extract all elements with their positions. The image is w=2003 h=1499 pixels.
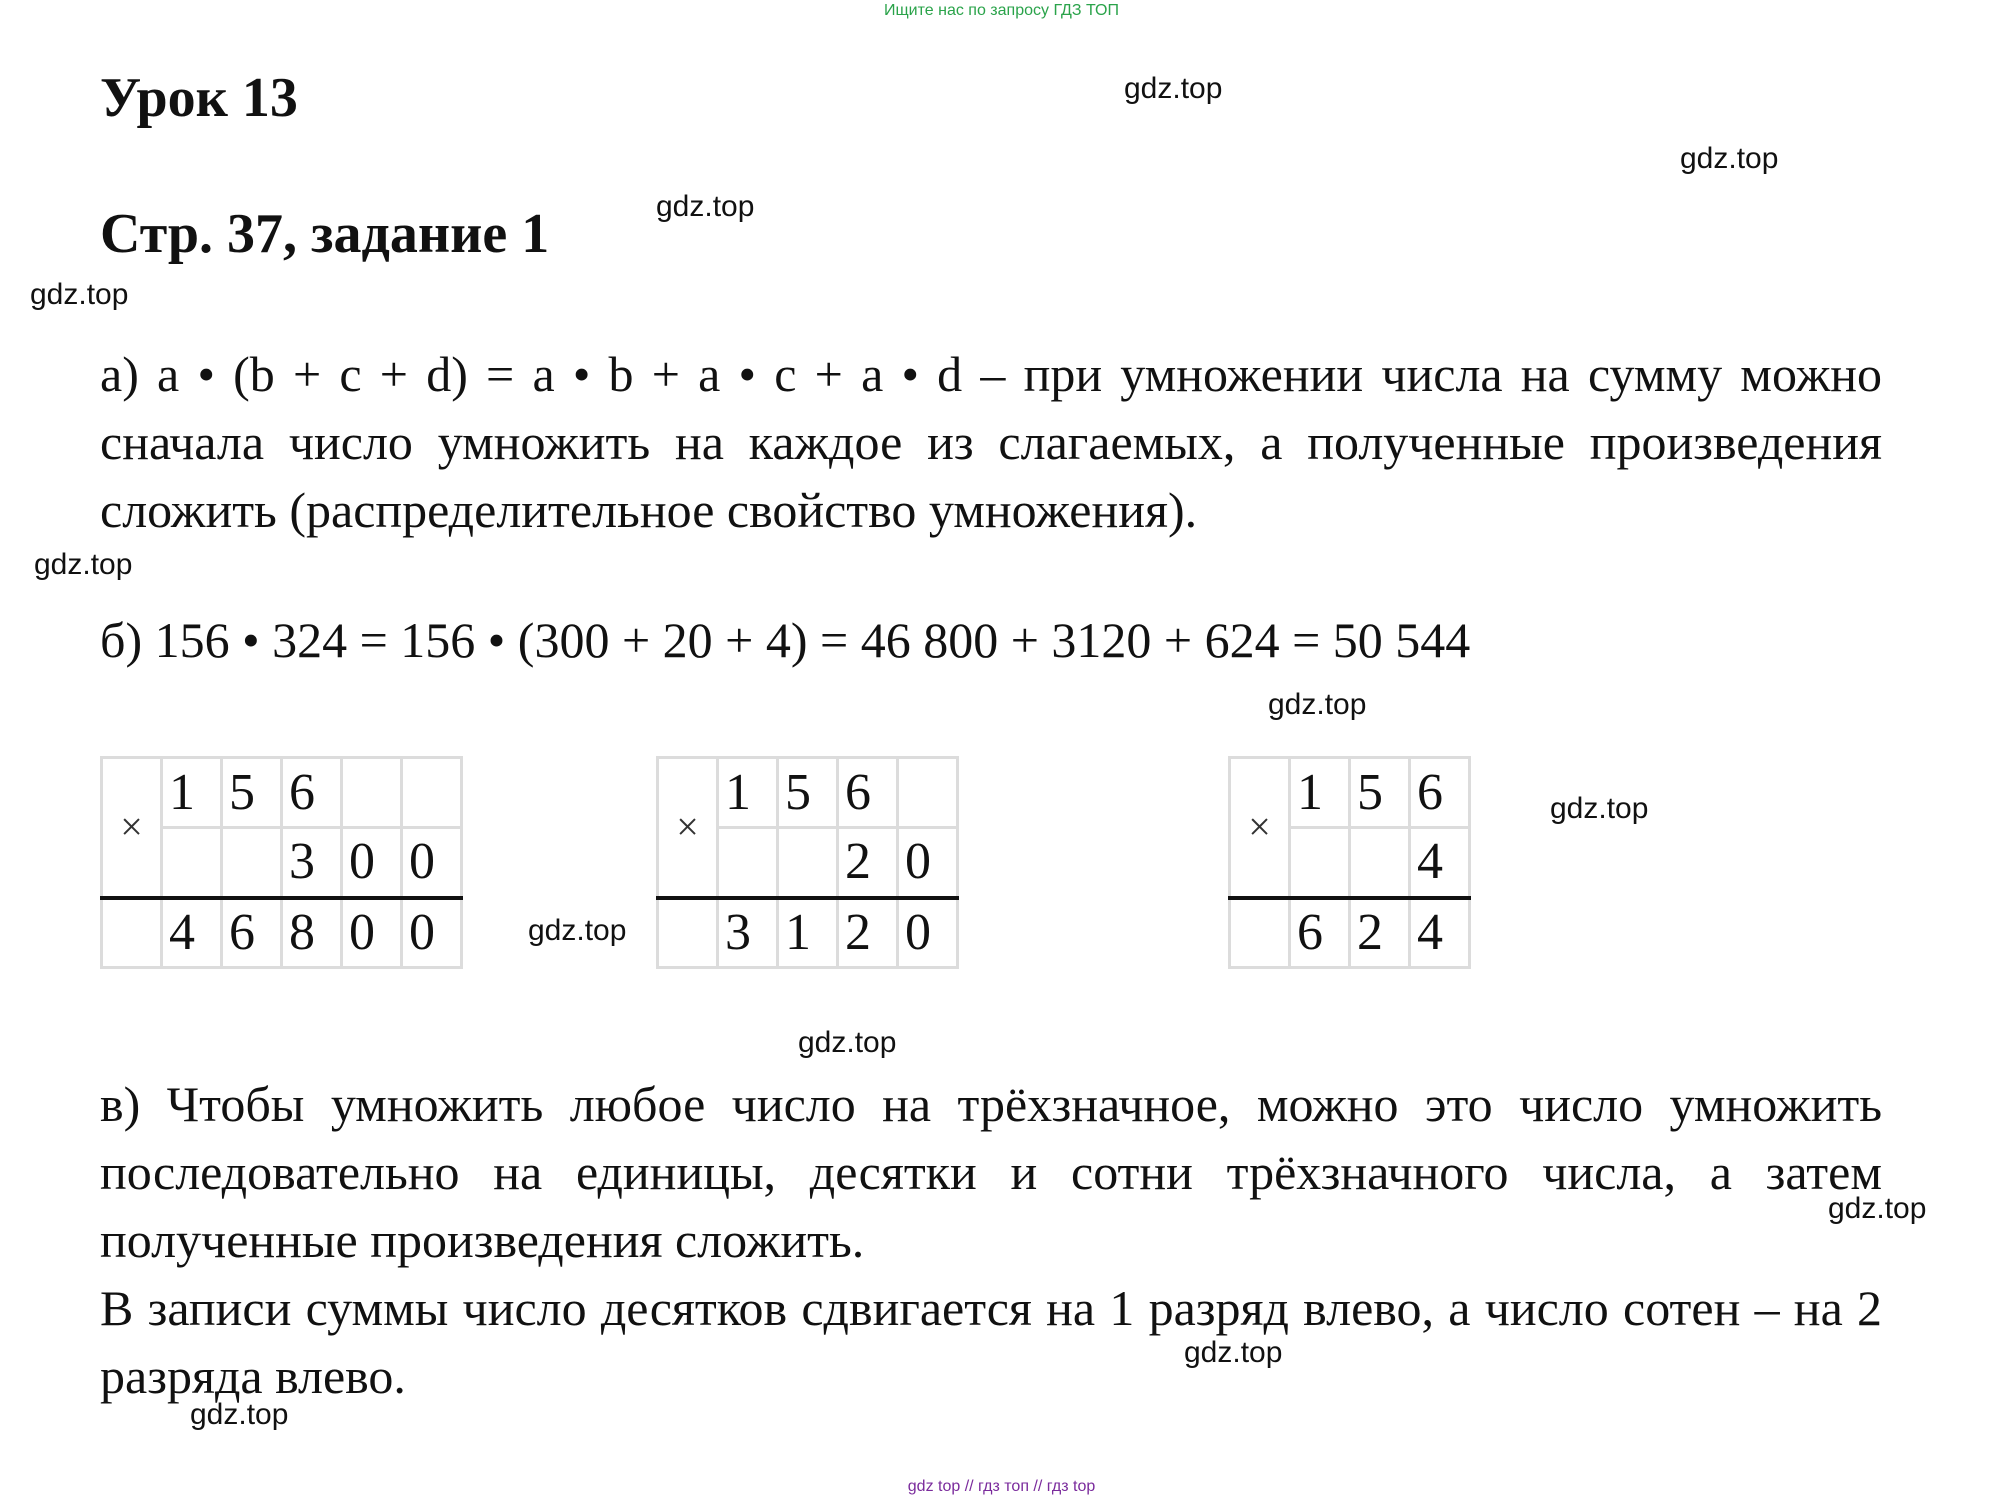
digit-cell: 6 [1410,758,1470,828]
digit-cell: 0 [898,828,958,898]
digit-cell: 8 [282,898,342,968]
digit-cell [778,828,838,898]
digit-cell: 4 [162,898,222,968]
digit-cell: 4 [1410,828,1470,898]
paragraph-d: В записи суммы число десятков сдвигается на 1 разряд влево, а число сотен – на 2 разряда влево. [100,1280,1882,1404]
watermark: gdz.top [1828,1192,1927,1225]
watermark: gdz.top [1680,142,1779,175]
digit-cell: 0 [402,828,462,898]
digit-cell: 2 [838,828,898,898]
digit-cell: 4 [1410,898,1470,968]
digit-cell: 6 [1290,898,1350,968]
multiply-sign: × [658,758,718,898]
digit-cell [1290,828,1350,898]
task-title: Стр. 37, задание 1 [100,203,550,265]
watermark: gdz.top [190,1398,289,1431]
digit-cell [222,828,282,898]
watermark: gdz.top [1124,72,1223,105]
digit-cell: 5 [222,758,282,828]
digit-cell [898,758,958,828]
multiplication-156-by-4 [1228,756,1471,969]
watermark: gdz.top [798,1026,897,1059]
watermark: gdz.top [1268,688,1367,721]
digit-cell [718,828,778,898]
paragraph-b: б) 156 • 324 = 156 • (300 + 20 + 4) = 46 800 + 3120 + 624 = 50 544 [100,612,1471,668]
paragraph-c: в) Чтобы умножить любое число на трёхзначное, можно это число умножить последовательно на единицы, десятки и сотни трёхзначного числа, а затем полученные произведения сложить. [100,1076,1882,1268]
digit-cell: 2 [1350,898,1410,968]
digit-cell: 3 [718,898,778,968]
digit-cell: 1 [1290,758,1350,828]
digit-cell: 0 [342,898,402,968]
watermark: gdz.top [656,190,755,223]
digit-cell [1350,828,1410,898]
top-banner: Ищите нас по запросу ГДЗ ТОП [884,2,1119,19]
digit-cell: 0 [898,898,958,968]
multiply-sign: × [102,758,162,898]
digit-cell [162,828,222,898]
digit-cell: 1 [778,898,838,968]
lesson-title: Урок 13 [100,67,298,129]
digit-cell [342,758,402,828]
digit-cell: 6 [282,758,342,828]
footer-links[interactable]: gdz top // гдз топ // гдз top [907,1478,1096,1495]
digit-cell: 5 [1350,758,1410,828]
empty-cell [658,898,718,968]
digit-cell: 1 [718,758,778,828]
multiplication-156-by-300 [100,756,463,969]
watermark: gdz.top [30,278,129,311]
digit-cell [402,758,462,828]
empty-cell [1230,898,1290,968]
digit-cell: 3 [282,828,342,898]
digit-cell: 6 [222,898,282,968]
watermark: gdz.top [34,548,133,581]
multiplication-156-by-20 [656,756,959,969]
digit-cell: 0 [342,828,402,898]
digit-cell: 6 [838,758,898,828]
digit-cell: 2 [838,898,898,968]
watermark: gdz.top [1550,792,1649,825]
watermark: gdz.top [1184,1336,1283,1369]
digit-cell: 5 [778,758,838,828]
empty-cell [102,898,162,968]
paragraph-a: а) a • (b + c + d) = a • b + a • c + a • d – при умножении числа на сумму можно сначала число умножить на каждое из слагаемых, а полученные произведения сложить (распределительное свойство умножения). [100,346,1882,538]
digit-cell: 0 [402,898,462,968]
multiply-sign: × [1230,758,1290,898]
digit-cell: 1 [162,758,222,828]
watermark: gdz.top [528,914,627,947]
